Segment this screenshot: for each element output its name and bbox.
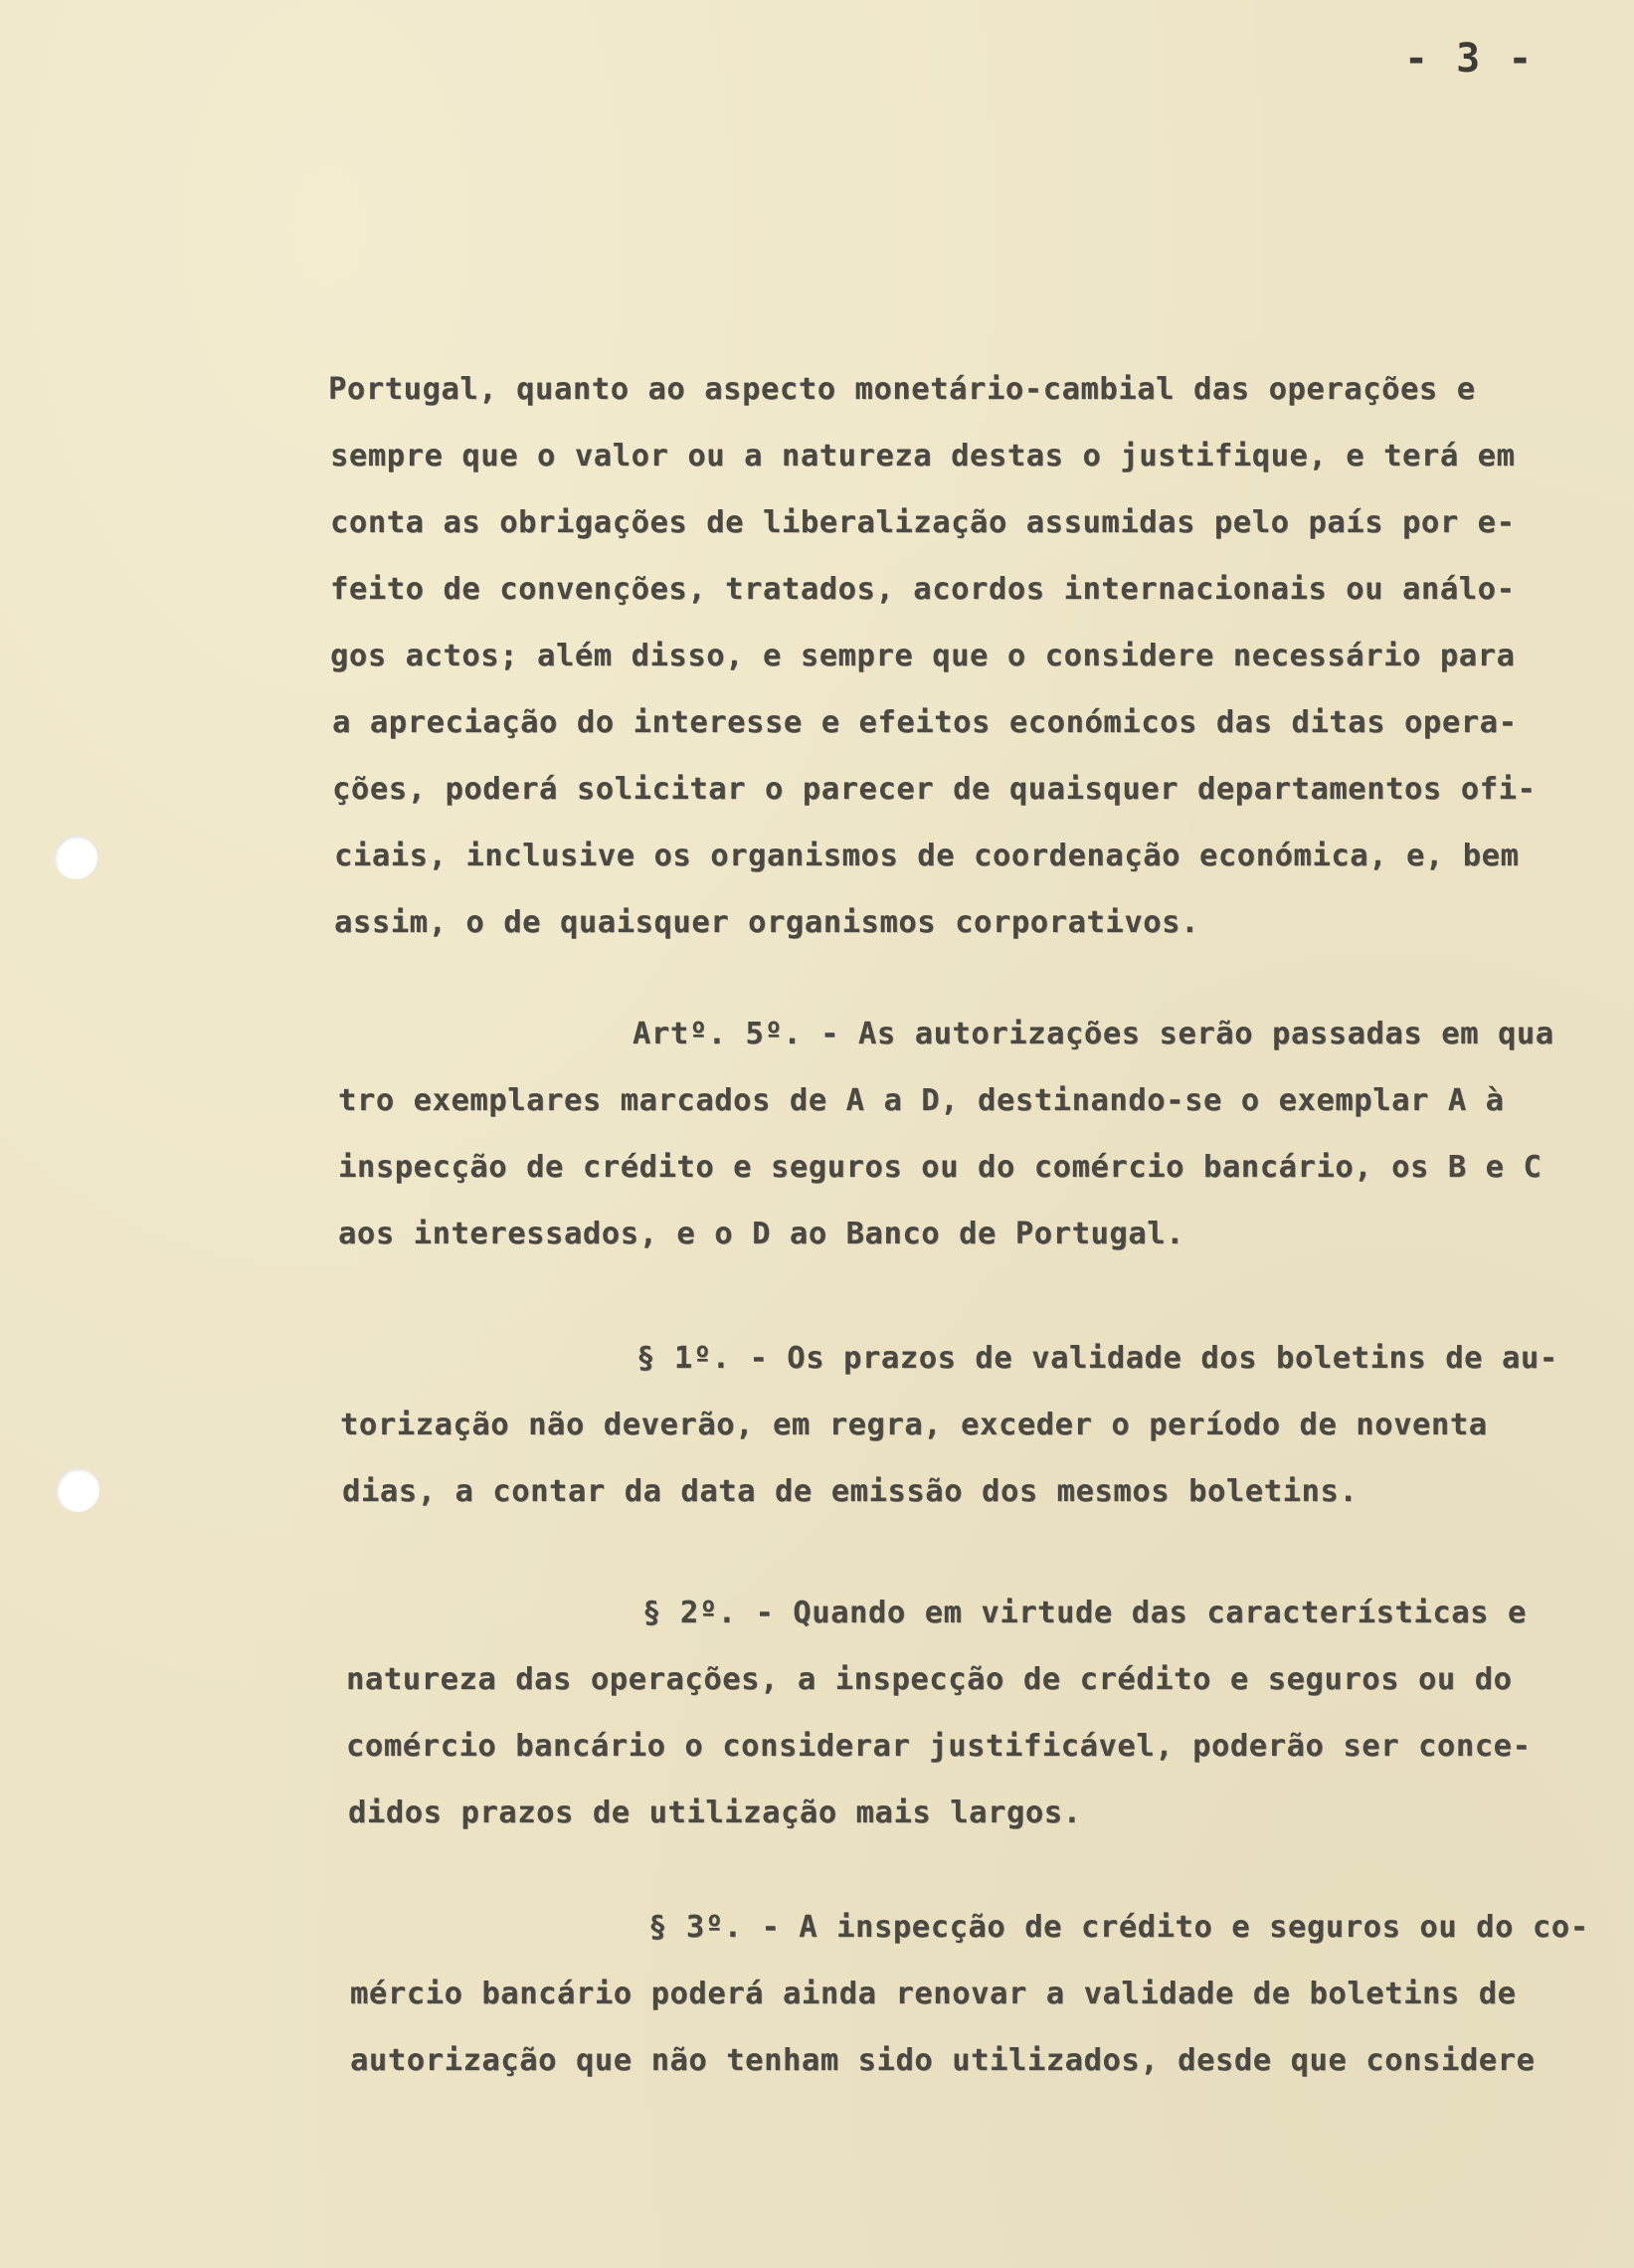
text-line: inspecção de crédito e seguros ou do comércio bancário, os B e C [338,1150,1543,1185]
paragraph-heading-line: § 2º. - Quando em virtude das características e [642,1596,1527,1630]
punch-hole-upper [54,836,97,879]
text-line: didos prazos de utilização mais largos. [348,1796,1082,1830]
paragraph-heading-line: § 1º. - Os prazos de validade dos boletins de au- [636,1341,1558,1376]
text-line: sempre que o valor ou a natureza destas o justifique, e terá em [330,439,1516,473]
text-line: natureza das operações, a inspecção de crédito e seguros ou do [346,1662,1513,1697]
article-heading-line: Artº. 5º. - As autorizações serão passadas em qua [633,1017,1554,1051]
text-line: tro exemplares marcados de A a D, destinando-se o exemplar A à [338,1083,1505,1118]
text-line: ções, poderá solicitar o parecer de quaisquer departamentos ofi- [332,772,1537,807]
text-line: mércio bancário poderá ainda renovar a validade de boletins de [350,1977,1517,2011]
text-line: aos interessados, e o D ao Banco de Portugal. [338,1217,1185,1251]
text-line: ciais, inclusive os organismos de coordenação económica, e, bem [334,839,1520,873]
text-line: feito de convenções, tratados, acordos internacionais ou análo- [330,572,1516,607]
text-line: torização não deverão, em regra, exceder o período de noventa [340,1408,1488,1442]
text-line: gos actos; além disso, e sempre que o considere necessário para [330,639,1516,673]
punch-hole-lower [56,1468,99,1512]
page-number: - 3 - [1404,36,1535,82]
paragraph-heading-line: § 3º. - A inspecção de crédito e seguros ou do co- [648,1910,1589,1945]
text-line: a apreciação do interesse e efeitos económicos das ditas opera- [332,705,1518,740]
text-line: assim, o de quaisquer organismos corporativos. [334,905,1199,940]
text-line: dias, a contar da data de emissão dos mesmos boletins. [342,1474,1359,1509]
text-line: autorização que não tenham sido utilizados, desde que considere [350,2043,1536,2078]
text-line: conta as obrigações de liberalização assumidas pelo país por e- [330,505,1516,540]
text-line: comércio bancário o considerar justificável, poderão ser conce- [346,1729,1532,1764]
text-line: Portugal, quanto ao aspecto monetário-cambial das operações e [328,372,1476,407]
